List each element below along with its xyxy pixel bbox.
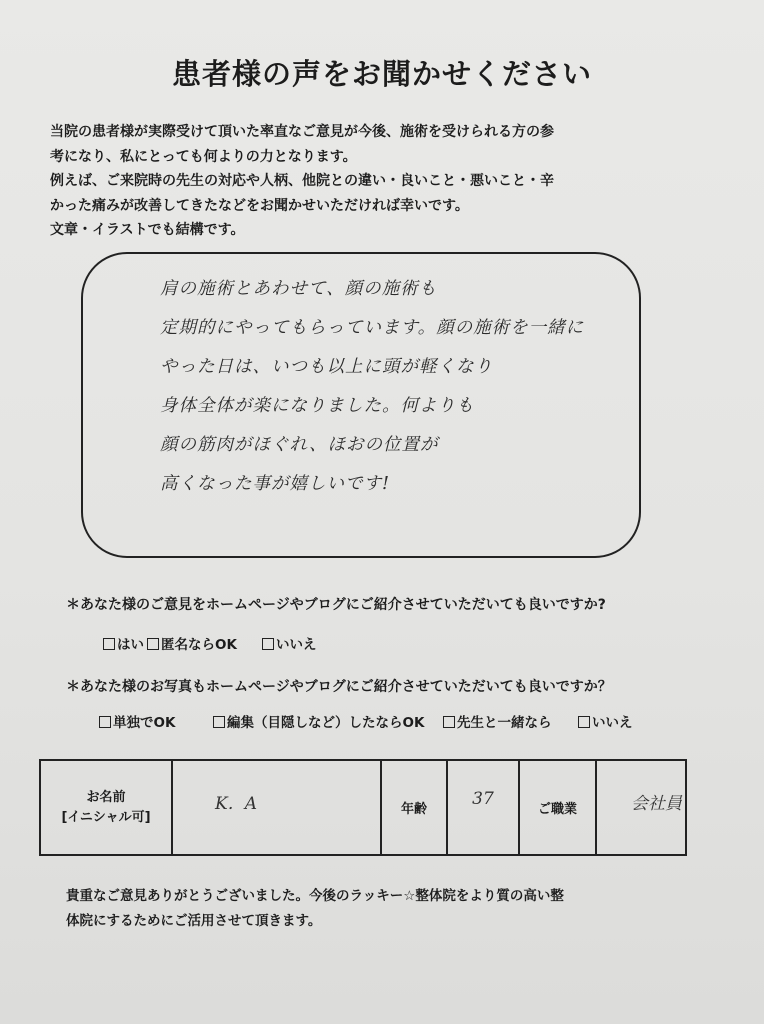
option-label: いいえ: [592, 715, 633, 731]
question-photo-permission: ＊あなた様のお写真もホームページやブログにご紹介させていただいても良いですか？: [66, 679, 612, 695]
comment-line: 肩の施術とあわせて、顔の施術も: [160, 279, 438, 299]
name-value[interactable]: K．A: [172, 760, 381, 855]
closing-text: [66, 884, 726, 934]
option-label: いいえ: [276, 637, 317, 653]
form-title: 患者様の声をお聞かせください: [171, 57, 592, 91]
occupation-label: ご職業: [519, 760, 596, 855]
option-label: 編集（目隠しなど）したならOK: [227, 715, 425, 731]
closing-line: 貴重なご意見ありがとうございました。今後のラッキー☆整体院をより質の高い整: [66, 888, 564, 904]
q2-option-alone[interactable]: [99, 711, 175, 731]
handwritten-comment: [160, 270, 640, 504]
checkbox-icon[interactable]: [147, 638, 159, 650]
q1-option-yes[interactable]: [103, 633, 144, 653]
q1-option-anonymous[interactable]: [147, 633, 237, 653]
q1-option-no[interactable]: [262, 633, 317, 653]
age-value[interactable]: 37: [447, 760, 519, 855]
checkbox-icon[interactable]: [99, 716, 111, 728]
q2-option-no[interactable]: [578, 711, 633, 731]
intro-line: かった痛みが改善してきたなどをお聞かせいただければ幸いです。: [50, 197, 469, 214]
q2-option-edited[interactable]: [213, 711, 424, 731]
question-opinion-permission: ＊あなた様のご意見をホームページやブログにご紹介させていただいても良いですか?: [66, 597, 606, 613]
comment-line: やった日は、いつも以上に頭が軽くなり: [160, 357, 493, 377]
intro-line: 当院の患者様が実際受けて頂いた率直なご意見が今後、施術を受けられる方の参: [50, 124, 554, 140]
checkbox-icon[interactable]: [103, 638, 115, 650]
respondent-info-table: [39, 759, 687, 856]
intro-line: 考になり、私にとっても何よりの力となります。: [50, 148, 357, 165]
comment-line: 高くなった事が嬉しいです!: [160, 474, 391, 494]
name-label: お名前: [86, 789, 126, 805]
q2-option-with-doctor[interactable]: [443, 711, 552, 731]
name-label-note: [イニシャル可]: [61, 809, 151, 825]
name-label-cell: [40, 760, 172, 855]
option-label: 単独でOK: [113, 715, 176, 731]
option-label: 匿名ならOK: [161, 637, 237, 653]
intro-line: 例えば、ご来院時の先生の対応や人柄、他院との違い・良いこと・悪いこと・辛: [50, 173, 554, 189]
checkbox-icon[interactable]: [262, 638, 274, 650]
checkbox-icon[interactable]: [443, 716, 455, 728]
checkbox-icon[interactable]: [213, 716, 225, 728]
option-label: はい: [117, 637, 144, 653]
closing-line: 体院にするためにご活用させて頂きます。: [66, 913, 322, 929]
option-label: 先生と一緒なら: [457, 715, 552, 731]
comment-line: 定期的にやってもらっています。顔の施術を一緒に: [160, 318, 585, 338]
comment-line: 顔の筋肉がほぐれ、ほおの位置が: [160, 435, 439, 455]
comment-line: 身体全体が楽になりました。何よりも: [160, 396, 475, 416]
intro-text: [50, 120, 730, 243]
checkbox-icon[interactable]: [578, 716, 590, 728]
age-label: 年齢: [381, 760, 447, 855]
intro-line: 文章・イラストでも結構です。: [50, 222, 245, 238]
occupation-value[interactable]: 会社員: [596, 760, 686, 855]
